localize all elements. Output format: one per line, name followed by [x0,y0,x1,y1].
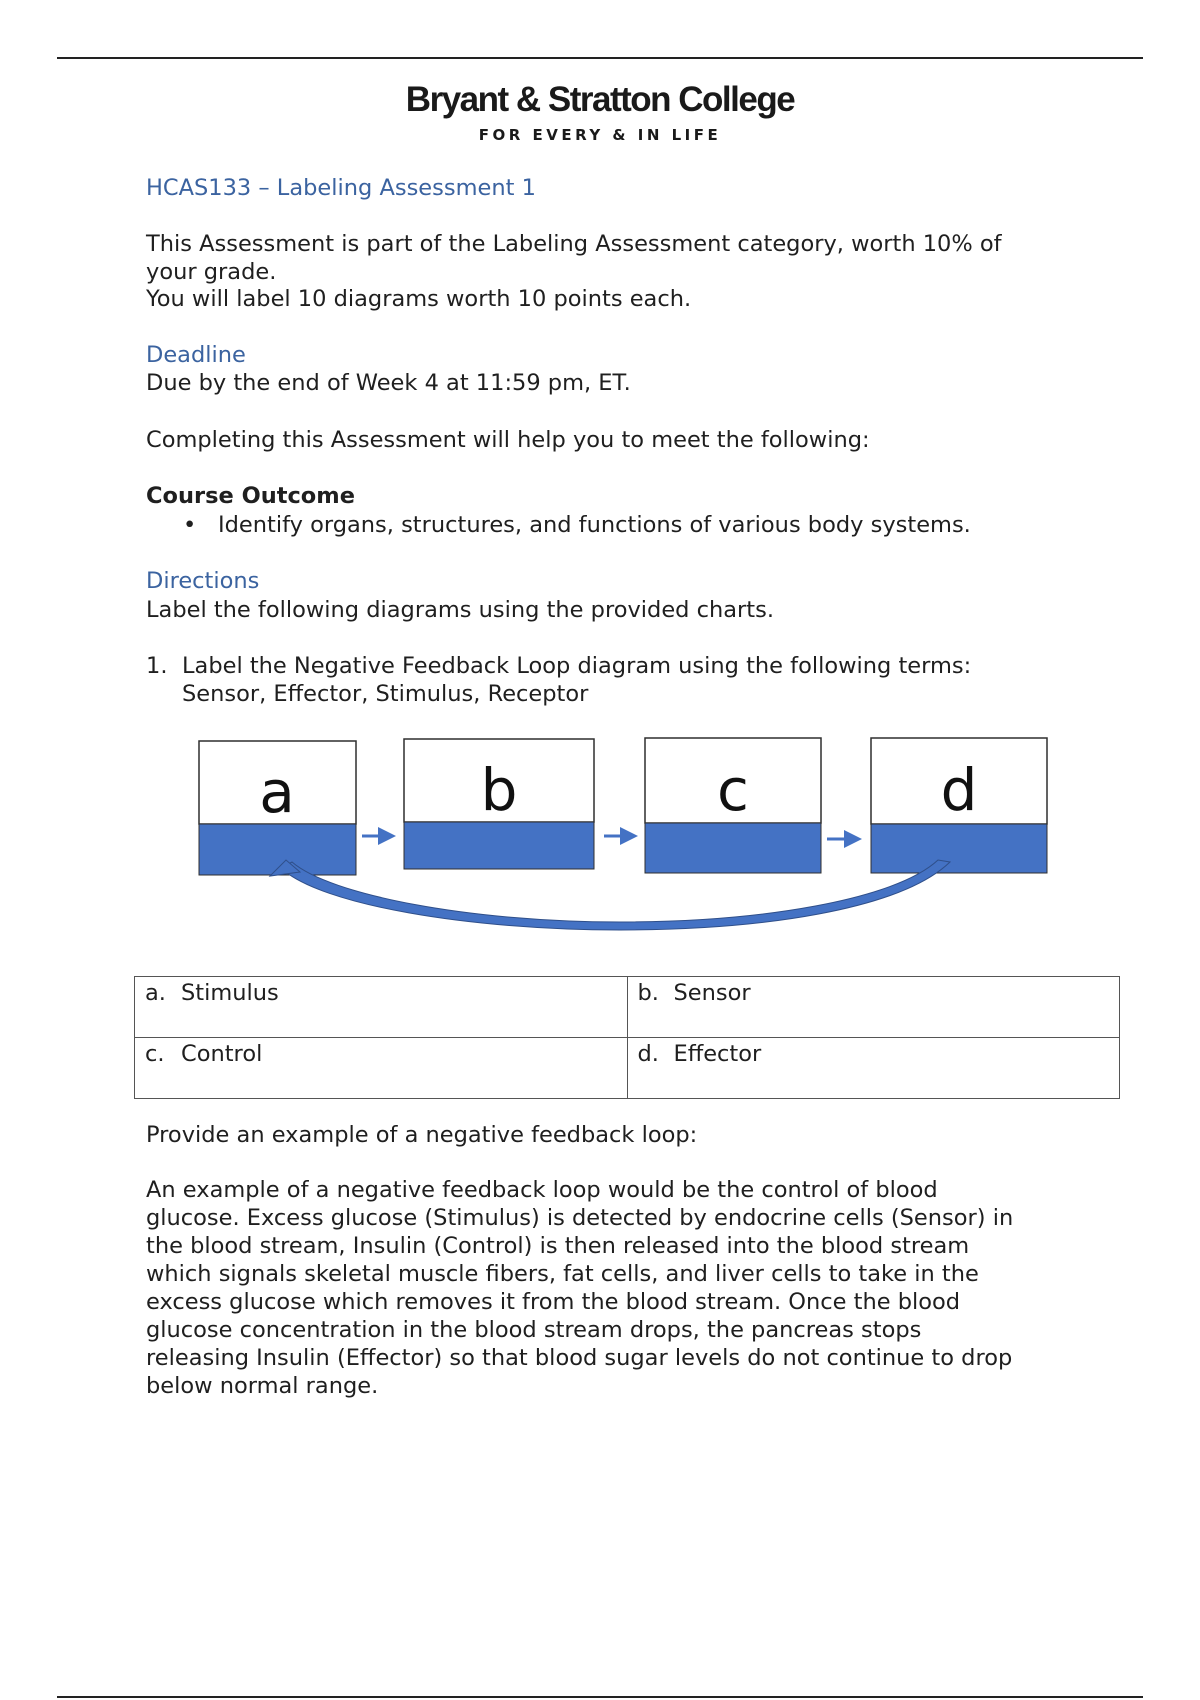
directions-heading: Directions [146,568,260,594]
answer-text: Control [181,1041,263,1067]
directions-text: Label the following diagrams using the provided charts. [146,597,774,623]
intro-line-1: This Assessment is part of the Labeling Assessment category, worth 10% of [146,231,1002,257]
diagram-box-d [871,738,1047,873]
answer-cell-d [627,1038,1120,1099]
example-line-1: An example of a negative feedback loop would be the control of blood [146,1177,938,1203]
question-line-2: Sensor, Effector, Stimulus, Receptor [182,681,589,707]
course-outcome-item: Identify organs, structures, and functions of various body systems. [218,512,971,538]
course-outcome-heading: Course Outcome [146,483,355,509]
answer-letter: c. [145,1041,165,1067]
example-line-6: glucose concentration in the blood stream drops, the pancreas stops [146,1317,922,1343]
answer-table [134,976,1120,1099]
answer-cell-a [135,977,628,1038]
example-line-2: glucose. Excess glucose (Stimulus) is detected by endocrine cells (Sensor) in [146,1205,1014,1231]
diagram-box-c [645,738,821,873]
intro-line-3: You will label 10 diagrams worth 10 points each. [146,286,692,312]
example-line-7: releasing Insulin (Effector) so that blood sugar levels do not continue to drop [146,1345,1013,1371]
answer-letter: d. [637,1041,659,1067]
answer-text: Effector [673,1041,762,1067]
diagram-box-b [404,739,594,869]
deadline-text: Due by the end of Week 4 at 11:59 pm, ET. [146,370,631,396]
page-title: HCAS133 – Labeling Assessment 1 [146,175,536,201]
answer-letter: a. [145,980,166,1006]
diagram-box-a [199,741,356,875]
box-label-d: d [940,756,978,824]
example-line-4: which signals skeletal muscle fibers, fat cells, and liver cells to take in the [146,1261,979,1287]
example-paragraph [146,1176,1086,1400]
intro-line-2: your grade. [146,259,277,285]
example-prompt: Provide an example of a negative feedback loop: [146,1122,698,1148]
deadline-heading: Deadline [146,342,246,368]
example-line-3: the blood stream, Insulin (Control) is then released into the blood stream [146,1233,970,1259]
question-number: 1. [146,653,168,679]
box-label-a: a [259,758,295,826]
example-line-8: below normal range. [146,1373,379,1399]
bullet-marker: • [183,512,197,538]
answer-cell-b [627,977,1120,1038]
answer-text: Stimulus [181,980,279,1006]
table-row [135,1038,1120,1099]
box-label-c: c [717,756,749,824]
question-line-1: Label the Negative Feedback Loop diagram using the following terms: [182,653,972,679]
college-tagline: FOR EVERY & IN LIFE [478,126,722,144]
answer-letter: b. [637,980,659,1006]
answer-text: Sensor [673,980,751,1006]
feedback-return-arrow [281,860,950,930]
example-line-5: excess glucose which removes it from the blood stream. Once the blood [146,1289,961,1315]
college-name: Bryant & Stratton College [405,80,795,119]
table-row [135,977,1120,1038]
answer-cell-c [135,1038,628,1099]
box-label-b: b [480,756,518,824]
bottom-rule [57,1696,1143,1698]
completing-text: Completing this Assessment will help you to meet the following: [146,427,870,453]
